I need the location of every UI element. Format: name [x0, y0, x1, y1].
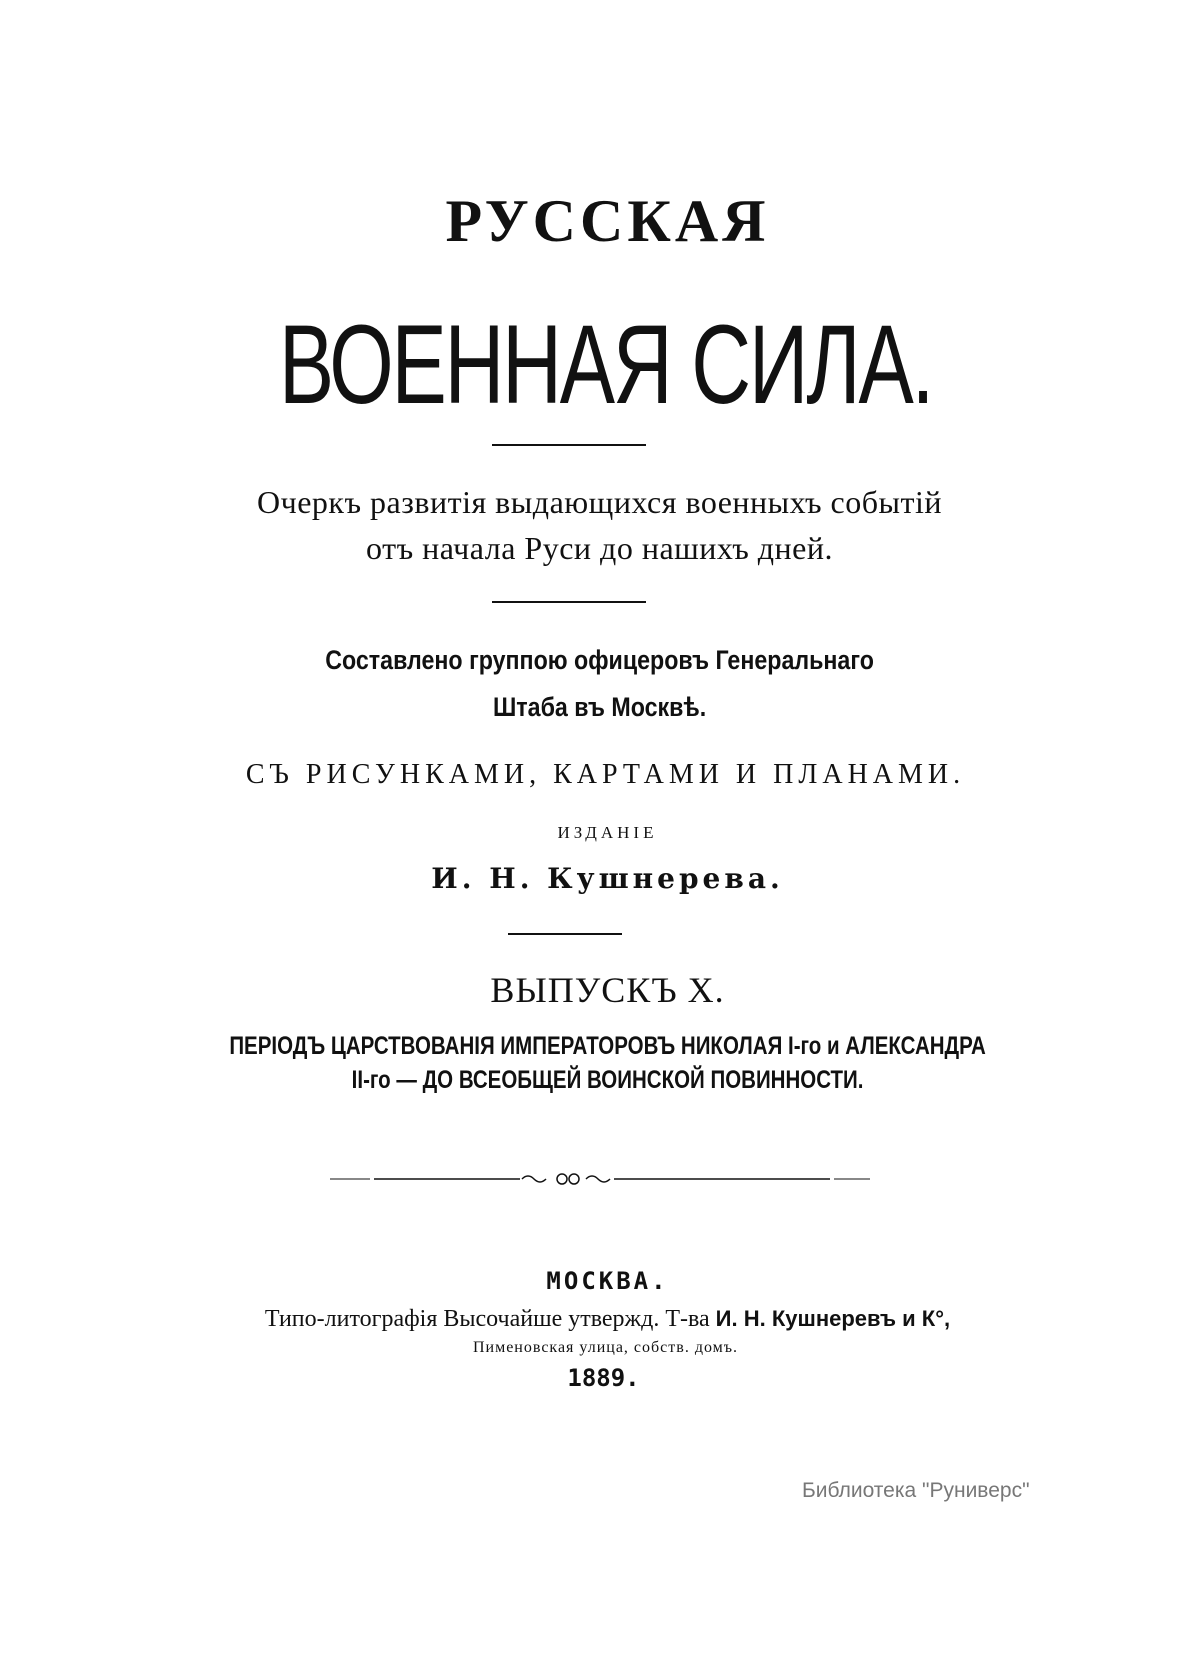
printer-prefix: Типо-литографія Высочайше утвержд. Т-ва	[264, 1306, 710, 1332]
imprint-printer	[8, 1304, 1199, 1334]
publisher-name: И. Н. Кушнерева.	[431, 862, 784, 895]
period-line-1: ПЕРІОДЪ ЦАРСТВОВАНІЯ ИМПЕРАТОРОВЪ НИКОЛАЯ І-го и АЛЕКСАНДРА	[229, 1032, 986, 1060]
ornament-flourish-right	[586, 1176, 610, 1182]
period-line-2: II-го — ДО ВСЕОБЩЕЙ ВОИНСКОЙ ПОВИННОСТИ.	[351, 1066, 864, 1094]
ornament-knot-icon	[557, 1174, 567, 1184]
library-watermark: Библиотека "Руниверс"	[802, 1479, 1030, 1502]
imprint-year: 1889.	[567, 1364, 640, 1392]
divider-rule	[508, 933, 622, 935]
illustrations-note: СЪ РИСУНКАМИ, КАРТАМИ И ПЛАНАМИ.	[245, 759, 966, 790]
issue-number: ВЫПУСКЪ X.	[490, 970, 725, 1010]
divider-rule	[492, 601, 646, 603]
compiled-by-line-2: Штаба въ Москвѣ.	[492, 692, 707, 722]
ornament-knot-icon	[569, 1174, 579, 1184]
imprint-city: МОСКВА.	[546, 1267, 669, 1295]
printer-name: И. Н. Кушнеревъ и К°,	[715, 1306, 951, 1331]
ornament-flourish-left	[522, 1176, 546, 1182]
title-line-1: РУССКАЯ	[445, 188, 770, 254]
subtitle-line-1: Очеркъ развитія выдающихся военныхъ событій	[257, 484, 942, 520]
ornament-divider	[330, 1168, 870, 1188]
edition-label: ИЗДАНІЕ	[557, 823, 658, 842]
imprint-address: Пименовская улица, собств. домъ.	[472, 1339, 739, 1356]
title-line-2: ВОЕННАЯ СИЛА.	[278, 302, 933, 427]
divider-rule	[492, 444, 646, 446]
compiled-by-line-1: Составлено группою офицеровъ Генеральнаго	[325, 645, 874, 675]
subtitle-line-2: отъ начала Руси до нашихъ дней.	[366, 530, 833, 566]
